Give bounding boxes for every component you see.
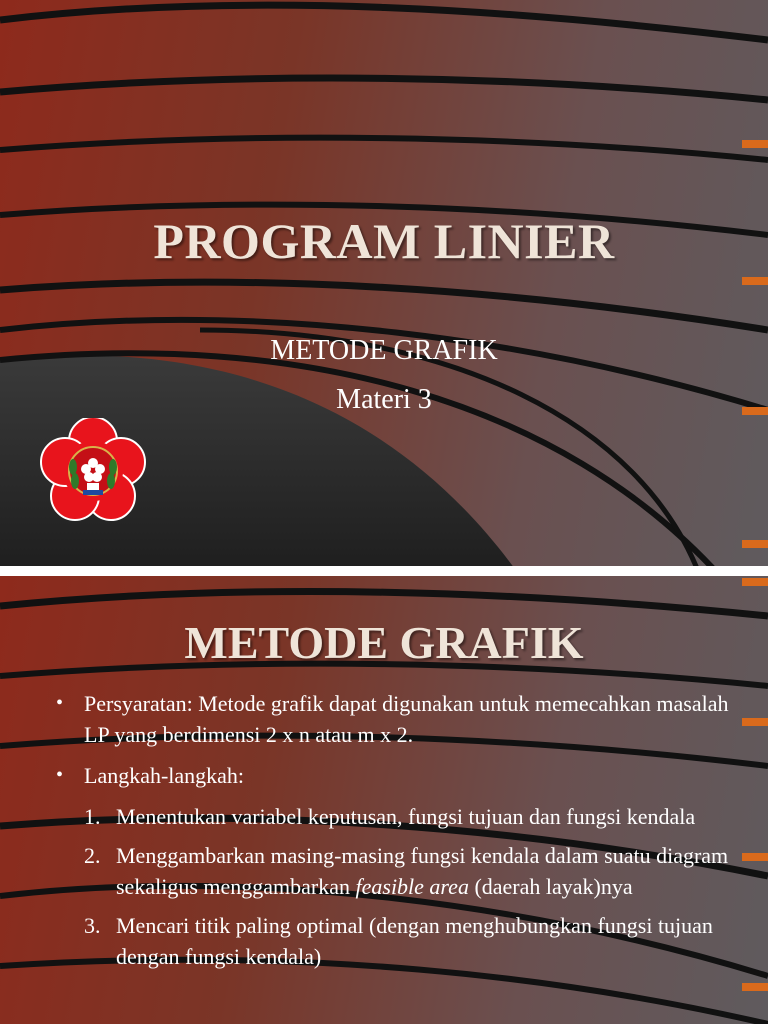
step-text: Mencari titik paling optimal (dengan menghubungkan fungsi tujuan dengan fungsi kendala) xyxy=(116,913,713,969)
step-text: Menentukan variabel keputusan, fungsi tujuan dan fungsi kendala xyxy=(116,804,696,829)
content-slide xyxy=(0,576,768,1024)
bullet-text: Persyaratan: Metode grafik dapat digunakan untuk memecahkan masalah LP yang berdimensi 2 x n atau m x 2. xyxy=(84,691,729,747)
bullet-marker: • xyxy=(56,764,64,786)
slide-title: PROGRAM LINIER xyxy=(153,213,615,269)
bullet-item xyxy=(52,688,732,750)
step-text xyxy=(116,843,728,899)
flower-emblem-logo xyxy=(38,418,148,524)
step-number: 3. xyxy=(84,913,101,938)
step-text-part: (daerah layak)nya xyxy=(468,874,633,899)
bullet-text: Langkah-langkah: xyxy=(84,763,245,788)
slide-title: METODE GRAFIK xyxy=(184,617,584,668)
step-text-part: Menggambarkan masing-masing fungsi kendala dalam suatu diagram sekaligus menggambarkan xyxy=(116,843,729,899)
slide-subtitle-materi: Materi 3 xyxy=(336,384,432,415)
step-item xyxy=(52,801,732,832)
step-number: 2. xyxy=(84,843,101,868)
step-text-italic: feasible area xyxy=(355,874,469,899)
step-item xyxy=(52,840,732,902)
slide-subtitle: METODE GRAFIK xyxy=(270,335,498,366)
bullet-item xyxy=(52,760,732,791)
slide-body xyxy=(52,688,732,980)
bullet-marker: • xyxy=(56,692,64,714)
step-number: 1. xyxy=(84,804,101,829)
step-item xyxy=(52,910,732,972)
